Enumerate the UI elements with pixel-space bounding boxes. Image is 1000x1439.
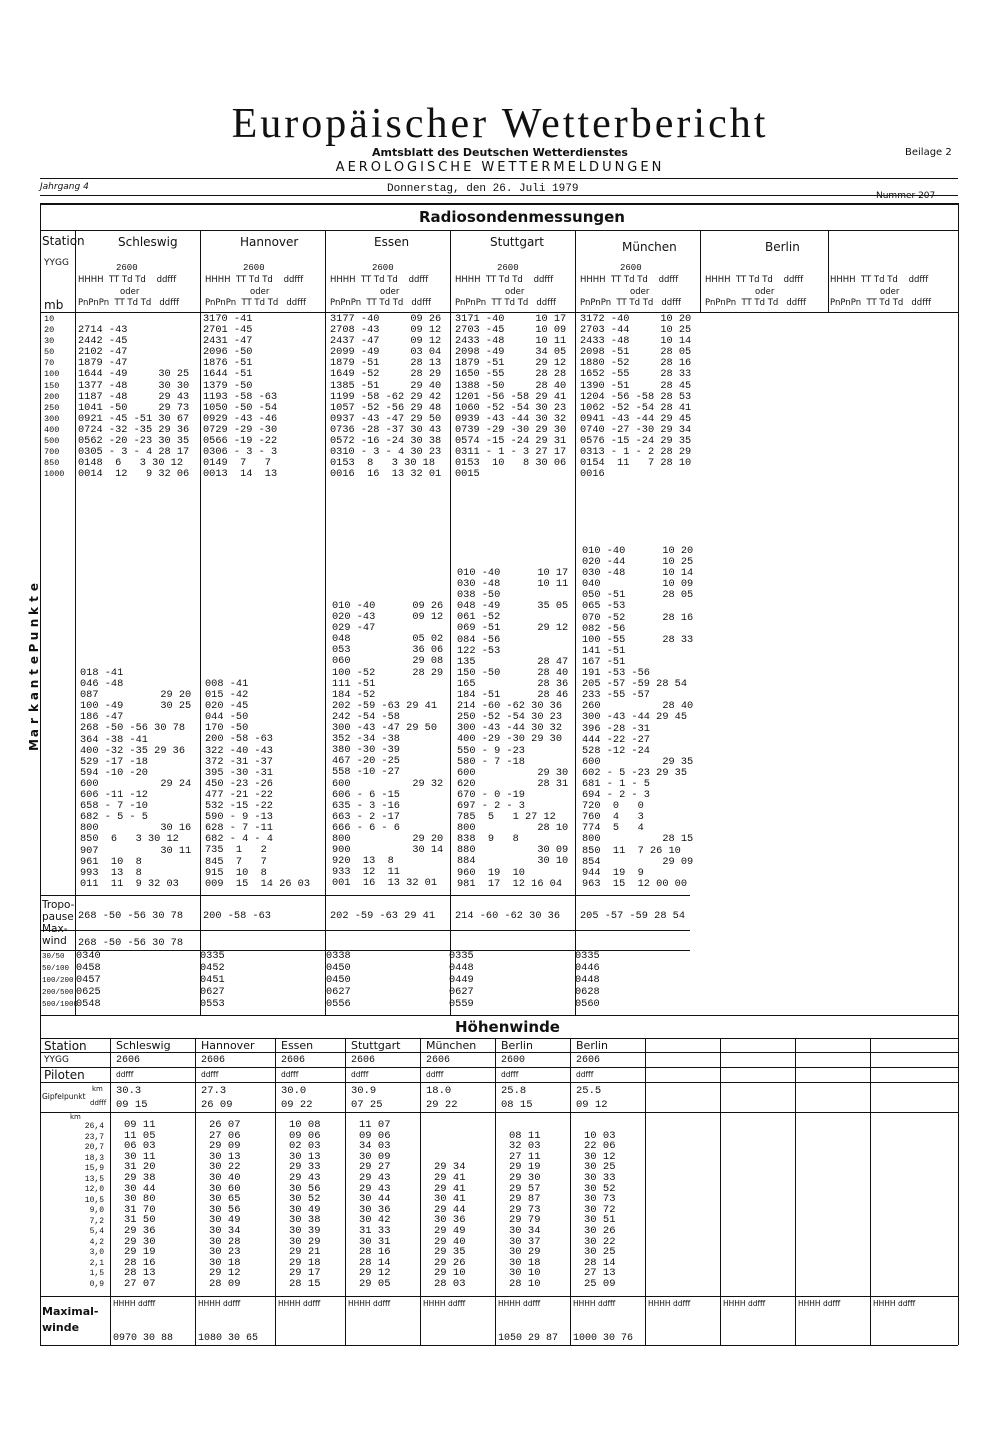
hw-column: 10 03 22 06 30 12 30 25 30 33 30 52 30 73 30 72 30 51 30 26 30 22 30 25 28 14 27 13 25 09 bbox=[584, 1129, 616, 1290]
layers-hannover: 0335 0452 0451 0627 0553 bbox=[200, 950, 225, 1010]
mark-label-letter: k bbox=[27, 704, 41, 713]
hw-gipfel-dd: 08 15 bbox=[501, 1099, 533, 1111]
hw-max-header: HHHH ddfff bbox=[423, 1299, 466, 1308]
hw-gipfel-dd: 29 22 bbox=[426, 1099, 458, 1111]
hw-ddfff-label: ddfff bbox=[426, 1070, 444, 1079]
hw-yygg: 2606 bbox=[281, 1055, 306, 1066]
hw-max-header: HHHH ddfff bbox=[873, 1299, 916, 1308]
hw-max-value: 1050 29 87 bbox=[498, 1333, 559, 1344]
mark-label-letter: a bbox=[27, 728, 41, 737]
station-muenchen: München bbox=[622, 240, 677, 254]
gipfel-km-unit: km bbox=[92, 1085, 103, 1093]
hw-max-header: HHHH ddfff bbox=[498, 1299, 541, 1308]
page-subtitle: Amtsblatt des Deutschen Wetterdienstes bbox=[372, 146, 628, 159]
hw-max-header: HHHH ddfff bbox=[113, 1299, 156, 1308]
jahrgang-label: Jahrgang 4 bbox=[40, 182, 89, 192]
hw-column: 26 07 27 06 29 09 30 13 30 22 30 40 30 60 30 65 30 56 30 49 30 34 30 28 30 23 30 18 29 12 28 09 bbox=[209, 1119, 241, 1290]
hw-yygg: 2606 bbox=[201, 1055, 226, 1066]
hw-gipfel-dd: 09 22 bbox=[281, 1099, 313, 1111]
yygg-essen: 2600 bbox=[372, 263, 394, 273]
mark-muenchen: 010 -40 10 20 020 -44 10 25 030 -48 10 14 040 10 09 050 -51 28 05 065 -53 070 -52 28 16 082 -56 100 -55 28 33 141 -51 167 -51 191 -53 -56 205 -57 -59 28 54 233 -55 -57 260 28 40 300 -43 -44 29 45 396 -28 -31 444 -22 -27 528 -12 -24 600 29 35 602 - 5 -23 29 35 681 - 1 - 5 694 - 2 - 3 720 0 0 760 4 3 774 5 4 800 28 15 850 11 7 26 10 854 29 09 944 19 9 963 15 12 00 00 bbox=[582, 545, 694, 890]
hw-yygg: 2600 bbox=[501, 1055, 526, 1066]
hw-piloten-label: Piloten bbox=[44, 1068, 85, 1082]
mark-label-letter: t bbox=[27, 669, 41, 675]
header-rule-2 bbox=[40, 195, 958, 196]
tropo-hannover: 200 -58 -63 bbox=[203, 910, 271, 922]
tropo-essen: 202 -59 -63 29 41 bbox=[330, 910, 436, 922]
layers-stuttgart: 0335 0448 0449 0627 0559 bbox=[449, 950, 474, 1010]
issue-number: Nummer 207 bbox=[876, 191, 936, 201]
maximalwinde-label: Maximal-winde bbox=[42, 1305, 99, 1334]
layers-muenchen: 0335 0446 0448 0628 0560 bbox=[575, 950, 600, 1010]
mark-label-letter: n bbox=[27, 619, 41, 628]
layers-schleswig: 0340 0458 0457 0625 0548 bbox=[76, 950, 101, 1010]
mark-label-letter: n bbox=[27, 679, 41, 689]
hw-yygg: 2606 bbox=[116, 1055, 141, 1066]
mark-label-letter: a bbox=[27, 692, 41, 701]
tropopause-label: Tropo-pause bbox=[42, 899, 75, 923]
hw-column: 10 08 09 06 02 03 30 13 29 33 29 43 30 56 30 52 30 49 30 38 30 39 30 29 29 21 29 18 29 17 28 15 bbox=[289, 1119, 321, 1290]
hw-gipfel-km: 27.3 bbox=[201, 1085, 227, 1097]
mark-hannover: 008 -41 015 -42 020 -45 044 -50 170 -50 200 -58 -63 322 -40 -43 372 -31 -37 395 -30 -31 450 -23 -26 477 -21 -22 532 -15 -22 590 - 9 -13 628 - 7 -11 682 - 4 - 4 735 1 2 845 7 7 915 10 8 009 15 14 26 03 bbox=[205, 678, 311, 890]
yygg-label: YYGG bbox=[44, 258, 69, 268]
yygg-muenchen: 2600 bbox=[620, 263, 642, 273]
hw-station-label: Station bbox=[44, 1039, 87, 1053]
mark-label-letter: e bbox=[27, 582, 41, 592]
mark-label-letter: M bbox=[27, 738, 41, 751]
hw-max-header: HHHH ddfff bbox=[798, 1299, 841, 1308]
mark-label-letter: r bbox=[27, 717, 41, 724]
station-stuttgart: Stuttgart bbox=[490, 235, 544, 249]
station-schleswig: Schleswig bbox=[118, 235, 178, 249]
mark-label-letter: t bbox=[27, 596, 41, 603]
issue-date: Donnerstag, den 26. Juli 1979 bbox=[387, 183, 579, 195]
hw-yygg: 2606 bbox=[351, 1055, 376, 1066]
maxwind-label: Max-wind bbox=[42, 923, 68, 947]
std-schleswig: 2714 -43 2442 -45 2102 -47 1879 -47 1644 -49 30 25 1377 -48 30 30 1187 -48 29 43 1041 -50 29 73 0921 -45 -51 30 67 0724 -32 -35 29 36 0562 -20 -23 30 35 0305 - 3 - 4 28 17 0148 6 3 30 12 0014 12 9 32 06 bbox=[78, 324, 190, 481]
markante-punkte-label bbox=[22, 580, 46, 750]
header-rule bbox=[40, 178, 958, 179]
yygg-stuttgart: 2600 bbox=[497, 263, 519, 273]
mark-essen: 010 -40 09 26 020 -43 09 12 029 -47 048 05 02 053 36 06 060 29 08 100 -52 28 29 111 -51 184 -52 202 -59 -63 29 41 242 -54 -58 300 -43 -47 29 50 352 -34 -38 380 -30 -39 467 -20 -25 558 -10 -27 600 29 32 606 - 6 -15 635 - 3 -16 663 - 2 -17 666 - 6 - 6 800 29 20 900 30 14 920 13 8 933 12 11 001 16 13 32 01 bbox=[332, 600, 444, 890]
station-hannover: Hannover bbox=[240, 235, 299, 249]
hw-max-header: HHHH ddfff bbox=[723, 1299, 766, 1308]
section-title: AEROLOGISCHE WETTERMELDUNGEN bbox=[335, 160, 665, 175]
hw-gipfel-dd: 09 12 bbox=[576, 1099, 608, 1111]
hw-column: 11 07 09 06 34 03 30 09 29 27 29 43 29 43 30 44 30 36 30 42 31 33 30 31 28 16 28 14 29 12 29 05 bbox=[359, 1119, 391, 1290]
mb-levels: 10 20 30 50 70 100 150 200 250 300 400 500 700 850 1000 bbox=[44, 314, 65, 480]
hw-max-header: HHHH ddfff bbox=[198, 1299, 241, 1308]
beilage-label: Beilage 2 bbox=[905, 147, 952, 158]
hw-km-levels: 26,4 23,7 20,7 18,3 15,9 13,5 12,0 10,5 9,0 7,2 5,4 4,2 3,0 2,1 1,5 0,9 bbox=[84, 1122, 104, 1289]
hw-max-header: HHHH ddfff bbox=[573, 1299, 616, 1308]
tropo-stuttgart: 214 -60 -62 30 36 bbox=[455, 910, 561, 922]
mark-label-letter: e bbox=[27, 655, 41, 664]
hw-max-header: HHHH ddfff bbox=[648, 1299, 691, 1308]
yygg-hannover: 2600 bbox=[243, 263, 265, 273]
page-title: Europäischer Wetterbericht bbox=[231, 101, 769, 147]
hw-station-name: München bbox=[426, 1039, 477, 1052]
hw-station-name: Essen bbox=[281, 1039, 314, 1052]
maxwind-schleswig: 268 -50 -56 30 78 bbox=[78, 937, 184, 949]
radiosonde-title: Radiosondenmessungen bbox=[419, 208, 625, 226]
std-stuttgart: 3171 -40 10 17 2703 -45 10 09 2433 -48 10 11 2098 -49 34 05 1879 -51 29 12 1650 -55 28 28 1388 -50 28 40 1201 -56 -58 29 41 1060 -52 -54 30 23 0939 -43 -44 30 32 0739 -29 -30 29 30 0574 -15 -24 29 31 0311 - 1 - 3 27 17 0153 10 8 30 06 0015 bbox=[455, 313, 567, 481]
hw-column: 09 11 11 05 06 03 30 11 31 20 29 38 30 44 30 80 31 70 31 50 29 36 29 30 29 19 28 16 28 13 27 07 bbox=[124, 1119, 156, 1290]
hw-max-header: HHHH ddfff bbox=[348, 1299, 391, 1308]
station-label: Station bbox=[42, 234, 85, 248]
hw-station-name: Berlin bbox=[576, 1039, 608, 1052]
hw-max-header: HHHH ddfff bbox=[278, 1299, 321, 1308]
hw-yygg: 2606 bbox=[576, 1055, 601, 1066]
hw-gipfel-km: 25.8 bbox=[501, 1085, 527, 1097]
hw-yygg-label: YYGG bbox=[44, 1055, 69, 1065]
std-essen: 3177 -40 09 26 2708 -43 09 12 2437 -47 09 12 2099 -49 03 04 1879 -51 28 13 1649 -52 28 29 1385 -51 29 40 1199 -58 -62 29 42 1057 -52 -56 29 48 0937 -43 -47 29 50 0736 -28 -37 30 43 0572 -16 -24 30 38 0310 - 3 - 4 30 23 0153 8 3 30 18 0016 16 13 32 01 bbox=[330, 313, 442, 481]
hw-gipfel-km: 30.3 bbox=[116, 1085, 142, 1097]
hw-gipfel-dd: 09 15 bbox=[116, 1099, 148, 1111]
km-unit: km bbox=[70, 1113, 81, 1121]
mark-label-letter: P bbox=[27, 643, 41, 653]
mark-label-letter: u bbox=[27, 631, 41, 640]
hoehenwinde-title: Höhenwinde bbox=[455, 1018, 560, 1036]
mark-stuttgart: 010 -40 10 17 030 -48 10 11 038 -50 048 -49 35 05 061 -52 069 -51 29 12 084 -56 122 -53 135 28 47 150 -50 28 40 165 28 36 184 -51 28 46 214 -60 -62 30 36 250 -52 -54 30 23 300 -43 -44 30 32 400 -29 -30 29 30 550 - 9 -23 580 - 7 -18 600 29 30 620 28 31 670 - 0 -19 697 - 2 - 3 785 5 1 27 12 800 28 10 838 9 8 880 30 09 884 30 10 960 19 10 981 17 12 16 04 bbox=[457, 567, 569, 890]
hw-column: 29 34 29 41 29 41 30 41 29 44 30 36 29 49 29 40 29 35 29 26 29 10 28 03 bbox=[434, 1161, 466, 1290]
gipfelpunkt-label: Gipfelpunkt bbox=[42, 1092, 86, 1101]
station-essen: Essen bbox=[374, 235, 410, 249]
station-berlin: Berlin bbox=[765, 240, 800, 254]
hw-max-value: 1000 30 76 bbox=[573, 1333, 634, 1344]
hw-station-name: Berlin bbox=[501, 1039, 533, 1052]
mark-label-letter: k bbox=[27, 607, 41, 616]
hw-ddfff-label: ddfff bbox=[576, 1070, 594, 1079]
tropo-schleswig: 268 -50 -56 30 78 bbox=[78, 910, 184, 922]
hw-gipfel-dd: 07 25 bbox=[351, 1099, 383, 1111]
layers-essen: 0338 0450 0450 0627 0556 bbox=[326, 950, 351, 1010]
hw-ddfff-label: ddfff bbox=[201, 1070, 219, 1079]
hw-station-name: Stuttgart bbox=[351, 1039, 401, 1052]
hw-station-name: Hannover bbox=[201, 1039, 255, 1052]
layer-labels: 30/50 50/100 100/200 200/500 500/1000 bbox=[42, 953, 79, 1009]
hw-yygg: 2606 bbox=[426, 1055, 451, 1066]
gipfel-dd-unit: ddfff bbox=[90, 1099, 107, 1107]
hw-gipfel-km: 18.0 bbox=[426, 1085, 452, 1097]
hw-gipfel-km: 25.5 bbox=[576, 1085, 602, 1097]
std-hannover: 3170 -41 2701 -45 2431 -47 2096 -50 1876 -51 1644 -51 1379 -50 1193 -58 -63 1050 -50 -54 0929 -43 -46 0729 -29 -30 0566 -19 -22 0306 - 3 - 3 0149 7 7 0013 14 13 bbox=[203, 313, 278, 481]
hw-max-value: 0970 30 88 bbox=[113, 1333, 174, 1344]
tropo-muenchen: 205 -57 -59 28 54 bbox=[580, 910, 686, 922]
hw-gipfel-km: 30.0 bbox=[281, 1085, 307, 1097]
hw-ddfff-label: ddfff bbox=[501, 1070, 519, 1079]
hw-station-name: Schleswig bbox=[116, 1039, 171, 1052]
hw-column: 08 11 32 03 27 11 29 19 29 30 29 57 29 87 29 73 29 79 30 34 30 37 30 29 30 18 30 10 28 10 bbox=[509, 1129, 541, 1290]
hw-ddfff-label: ddfff bbox=[351, 1070, 369, 1079]
hw-ddfff-label: ddfff bbox=[281, 1070, 299, 1079]
mb-label: mb bbox=[44, 298, 64, 312]
yygg-schleswig: 2600 bbox=[116, 263, 138, 273]
hw-gipfel-km: 30.9 bbox=[351, 1085, 377, 1097]
hw-ddfff-label: ddfff bbox=[116, 1070, 134, 1079]
std-muenchen: 3172 -40 10 20 2703 -44 10 25 2433 -48 10 14 2098 -51 28 05 1880 -52 28 16 1652 -55 28 33 1390 -51 28 45 1204 -56 -58 28 53 1062 -52 -54 28 41 0941 -43 -44 29 45 0740 -27 -30 29 34 0576 -15 -24 29 35 0313 - 1 - 2 28 29 0154 11 7 28 10 0016 bbox=[580, 313, 692, 481]
hw-gipfel-dd: 26 09 bbox=[201, 1099, 233, 1111]
mark-schleswig: 018 -41 046 -48 087 29 20 100 -49 30 25 186 -47 268 -50 -56 30 78 364 -38 -41 400 -32 -35 29 36 529 -17 -18 594 -10 -20 600 29 24 606 -11 -12 658 - 7 -10 682 - 5 - 5 800 30 16 850 6 3 30 12 907 30 11 961 10 8 993 13 8 011 11 9 32 03 bbox=[80, 667, 192, 890]
hw-max-value: 1080 30 65 bbox=[198, 1333, 259, 1344]
